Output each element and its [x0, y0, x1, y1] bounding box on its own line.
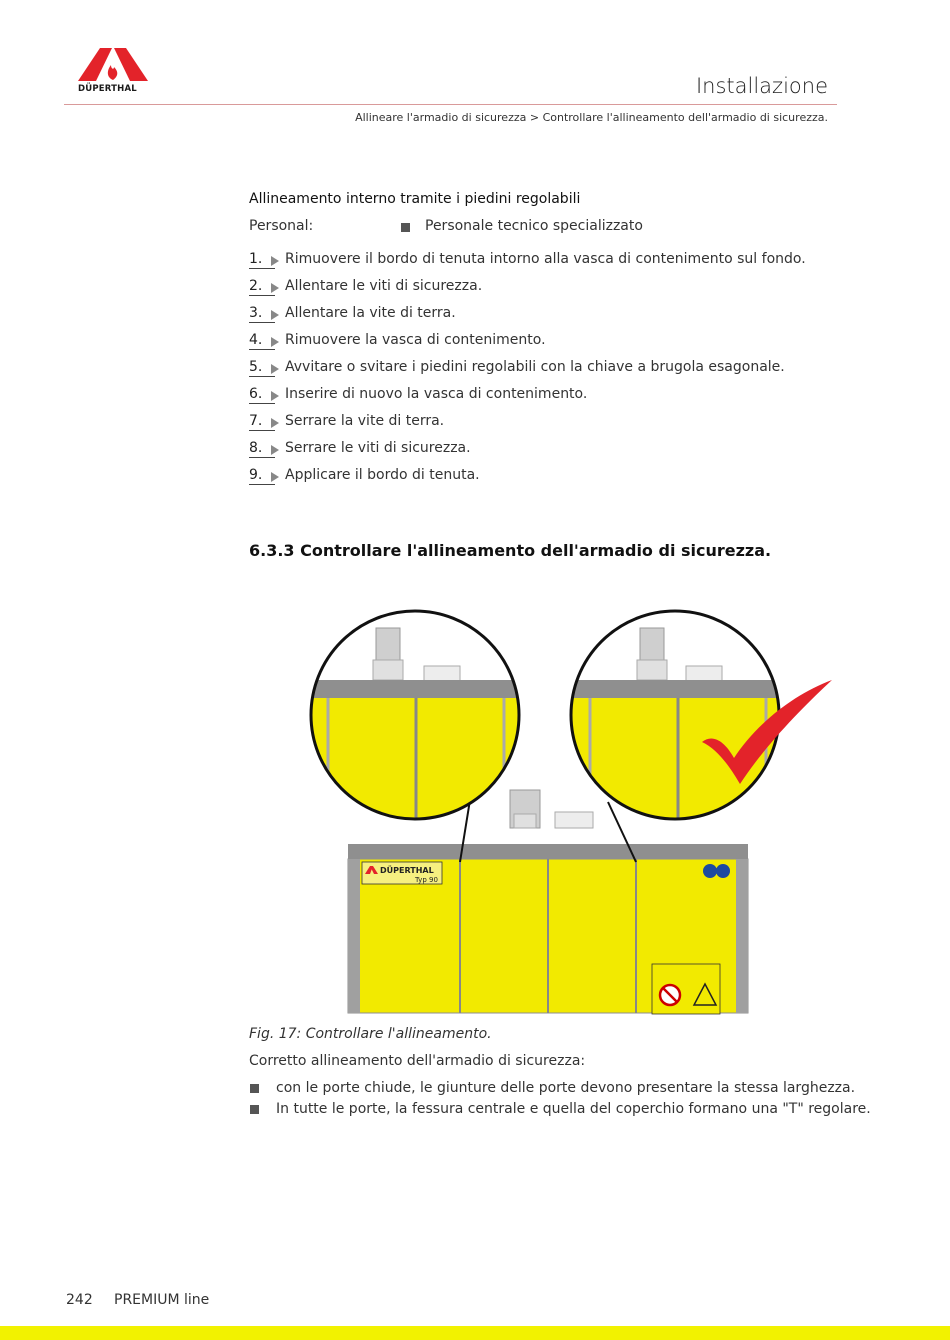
- step-text: Allentare la vite di terra.: [285, 305, 456, 321]
- step-item: [249, 466, 806, 493]
- square-bullet-icon: [250, 1084, 259, 1093]
- step-text: Rimuovere il bordo di tenuta intorno alla vasca di contenimento sul fondo.: [285, 251, 806, 267]
- page-title: Installazione: [695, 74, 828, 98]
- magnified-detail-right: [560, 600, 790, 830]
- procedure-steps: [249, 250, 806, 493]
- alignment-criteria-list: [249, 1080, 871, 1122]
- header-divider: [64, 104, 837, 105]
- step-text: Serrare le viti di sicurezza.: [285, 440, 471, 456]
- cabinet-label-type: Typ 90: [415, 876, 438, 884]
- step-number: 6.: [249, 385, 275, 404]
- step-arrow-icon: [271, 445, 279, 455]
- list-item-text: In tutte le porte, la fessura centrale e quella del coperchio formano una "T" regolare.: [276, 1101, 871, 1117]
- step-arrow-icon: [271, 391, 279, 401]
- step-arrow-icon: [271, 310, 279, 320]
- step-arrow-icon: [271, 283, 279, 293]
- step-item: [249, 277, 806, 304]
- step-arrow-icon: [271, 364, 279, 374]
- list-item-text: con le porte chiude, le giunture delle porte devono presentare la stessa larghezza.: [276, 1080, 856, 1096]
- safety-cabinet: [348, 790, 748, 1014]
- step-text: Inserire di nuovo la vasca di contenimento.: [285, 386, 588, 402]
- step-item: [249, 304, 806, 331]
- brand-name: DÜPERTHAL: [78, 84, 137, 94]
- step-text: Rimuovere la vasca di contenimento.: [285, 332, 546, 348]
- breadcrumb: Allineare l'armadio di sicurezza > Controllare l'allineamento dell'armadio di sicurezza.: [355, 111, 828, 124]
- step-number: 9.: [249, 466, 275, 485]
- step-item: [249, 331, 806, 358]
- step-arrow-icon: [271, 418, 279, 428]
- footer-band: [0, 1326, 950, 1340]
- product-name: PREMIUM line: [114, 1292, 210, 1308]
- step-item: [249, 412, 806, 439]
- step-number: 2.: [249, 277, 275, 296]
- step-number: 5.: [249, 358, 275, 377]
- square-bullet-icon: [250, 1105, 259, 1114]
- procedure-subheading: Allineamento interno tramite i piedini regolabili: [249, 191, 581, 207]
- list-item: [249, 1080, 871, 1101]
- step-item: [249, 358, 806, 385]
- cabinet-label-brand: DÜPERTHAL: [380, 866, 434, 875]
- page-number: 242: [66, 1292, 93, 1308]
- section-heading: 6.3.3 Controllare l'allineamento dell'armadio di sicurezza.: [249, 541, 772, 560]
- step-item: [249, 439, 806, 466]
- step-text: Avvitare o svitare i piedini regolabili con la chiave a brugola esagonale.: [285, 359, 785, 375]
- square-bullet-icon: [401, 223, 410, 232]
- step-item: [249, 385, 806, 412]
- step-arrow-icon: [271, 472, 279, 482]
- figure-caption: Fig. 17: Controllare l'allineamento.: [249, 1026, 492, 1042]
- step-item: [249, 250, 806, 277]
- step-number: 3.: [249, 304, 275, 323]
- step-arrow-icon: [271, 337, 279, 347]
- personnel-value: Personale tecnico specializzato: [425, 218, 643, 234]
- list-item: [249, 1101, 871, 1122]
- magnified-detail-left: [300, 600, 530, 830]
- personnel-label: Personal:: [249, 218, 314, 234]
- step-text: Serrare la vite di terra.: [285, 413, 445, 429]
- step-number: 4.: [249, 331, 275, 350]
- step-number: 7.: [249, 412, 275, 431]
- step-text: Applicare il bordo di tenuta.: [285, 467, 480, 483]
- step-number: 1.: [249, 250, 275, 269]
- step-number: 8.: [249, 439, 275, 458]
- alignment-intro: Corretto allineamento dell'armadio di sicurezza:: [249, 1053, 586, 1069]
- cabinet-alignment-figure: [300, 600, 840, 1018]
- step-text: Allentare le viti di sicurezza.: [285, 278, 483, 294]
- step-arrow-icon: [271, 256, 279, 266]
